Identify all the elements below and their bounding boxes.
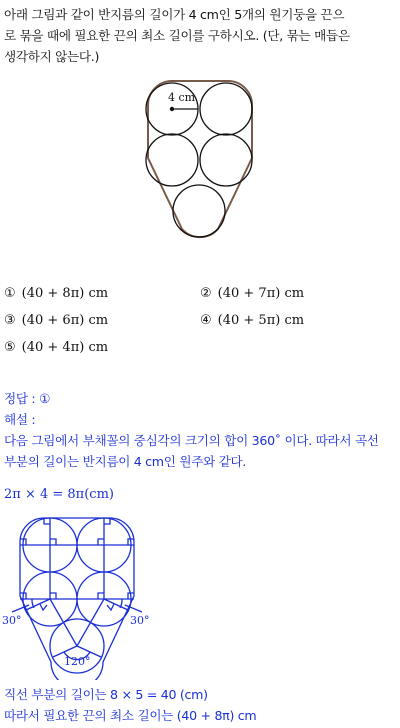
explanation-line-2: 부분의 길이는 반지름이 4 cm인 원주와 같다. [4, 454, 247, 469]
choice-expression: (40 + 4π) cm [21, 340, 109, 355]
question-figure [135, 78, 265, 242]
final-section [4, 684, 398, 726]
conclusion-line: 따라서 필요한 끈의 최소 길이는 (40 + 8π) cm [4, 708, 257, 723]
choice-expression: (40 + 8π) cm [21, 286, 109, 301]
right-angle-mark [98, 593, 104, 599]
right-angle-mark [107, 604, 114, 610]
angle-label-left: 30° [2, 614, 22, 627]
choice-1[interactable] [4, 286, 108, 301]
center-line [50, 599, 77, 646]
explanation-figure [2, 512, 162, 680]
choice-expression: (40 + 6π) cm [21, 313, 109, 328]
angle-label-right: 30° [130, 614, 150, 627]
choice-number: ④ [200, 313, 212, 328]
center-line [77, 599, 104, 646]
question-line-1: 아래 그림과 같이 반지름의 길이가 4 cm인 5개의 원기둥을 끈으 [4, 7, 345, 22]
straight-length-line: 직선 부분의 길이는 8 × 5 = 40 (cm) [4, 687, 208, 702]
radius-line [104, 599, 128, 610]
right-angle-mark [98, 539, 104, 545]
cylinder-circle [146, 134, 198, 186]
question-text [4, 4, 398, 67]
cylinder-circle [173, 185, 225, 237]
choice-number: ① [4, 286, 16, 301]
choice-2[interactable] [200, 286, 304, 301]
radius-label: 4 cm [168, 91, 196, 104]
choice-number: ② [200, 286, 212, 301]
radius-line [26, 599, 50, 610]
center-dot [170, 107, 174, 111]
explanation-heading: 해설 : [4, 412, 36, 427]
angle-label-bottom: 120° [64, 655, 91, 668]
choice-4[interactable] [200, 313, 304, 328]
cylinder-circle [200, 134, 252, 186]
explanation-line-1: 다음 그림에서 부채꼴의 중심각의 크기의 합이 360˚ 이다. 따라서 곡선 [4, 433, 379, 448]
question-line-3: 생각하지 않는다.) [4, 49, 100, 64]
arc-length-formula: 2π × 4 = 8π(cm) [4, 487, 114, 502]
right-angle-mark [50, 539, 56, 545]
choice-number: ⑤ [4, 340, 16, 355]
choice-3[interactable] [4, 313, 108, 328]
choice-expression: (40 + 7π) cm [217, 286, 305, 301]
right-angle-mark [50, 593, 56, 599]
choice-5[interactable] [4, 340, 108, 355]
question-line-2: 로 묶을 때에 필요한 끈의 최소 길이를 구하시오. (단, 묶는 매듭은 [4, 28, 350, 43]
right-angle-mark [40, 604, 47, 610]
choice-number: ③ [4, 313, 16, 328]
choice-expression: (40 + 5π) cm [217, 313, 305, 328]
answer-section [4, 388, 398, 472]
cylinder-circle [200, 83, 252, 135]
correct-answer: 정답 : ① [4, 391, 51, 406]
